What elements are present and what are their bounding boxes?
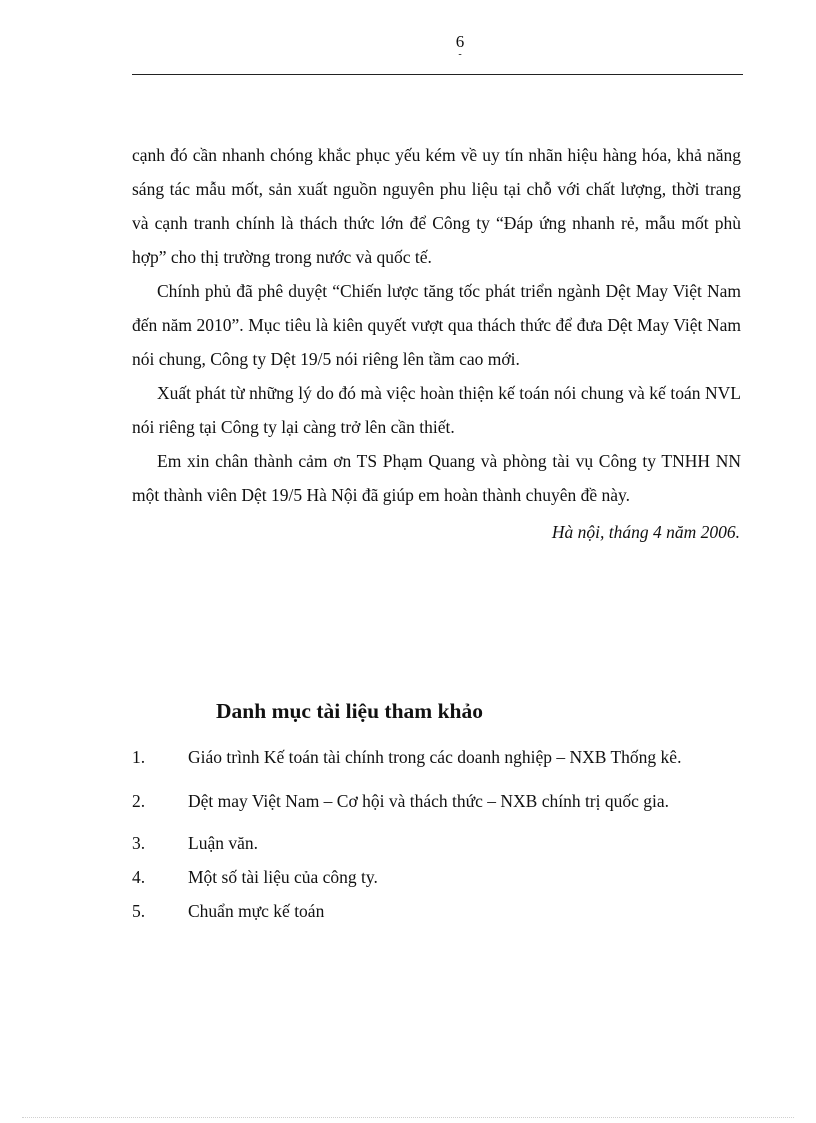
reference-number: 4. bbox=[132, 867, 146, 887]
page-number: 6 bbox=[455, 32, 465, 51]
paragraph-government-strategy: Chính phủ đã phê duyệt “Chiến lược tăng tốc phát triển ngành Dệt May Việt Nam đến năm 2010”. Mục tiêu là kiên quyết vượt qua thách thức để đưa Dệt May Việt Nam nói chung, Công ty Dệt 19/5 nói riêng lên tầm cao mới. bbox=[132, 281, 741, 369]
reference-number: 5. bbox=[132, 901, 146, 921]
reference-number: 2. bbox=[132, 791, 146, 811]
paragraph-acknowledgement: Em xin chân thành cảm ơn TS Phạm Quang và phòng tài vụ Công ty TNHH NN một thành viên Dệt 19/5 Hà Nội đã giúp em hoàn thành chuyên đề này. bbox=[132, 451, 741, 505]
header-rule bbox=[132, 74, 743, 75]
reference-number: 1. bbox=[132, 747, 146, 767]
paragraph-motivation: Xuất phát từ những lý do đó mà việc hoàn thiện kế toán nói chung và kế toán NVL nói riêng tại Công ty lại càng trở lên cần thiết. bbox=[132, 383, 741, 437]
reference-text: Một số tài liệu của công ty. bbox=[188, 867, 378, 887]
reference-text: Dệt may Việt Nam – Cơ hội và thách thức – NXB chính trị quốc gia. bbox=[188, 791, 670, 811]
paragraph-continued: cạnh đó cần nhanh chóng khắc phục yếu kém về uy tín nhãn hiệu hàng hóa, khả năng sáng tác mẫu mốt, sản xuất nguồn nguyên phu liệu tại chỗ với chất lượng, thời trang và cạnh tranh chính là thách thức lớn để Công ty “Đáp ứng nhanh rẻ, mẫu mốt phù hợp” cho thị trường trong nước và quốc tế. bbox=[132, 145, 741, 267]
reference-text: Luận văn. bbox=[188, 833, 258, 853]
body-text bbox=[132, 138, 741, 512]
reference-text: Giáo trình Kế toán tài chính trong các doanh nghiệp – NXB Thống kê. bbox=[188, 747, 682, 767]
page-bottom-border bbox=[22, 1117, 794, 1118]
signoff-date: Hà nội, tháng 4 năm 2006. bbox=[551, 522, 740, 542]
references-heading: Danh mục tài liệu tham khảo bbox=[216, 699, 483, 723]
reference-text: Chuẩn mực kế toán bbox=[188, 901, 325, 921]
page-number-mark: - bbox=[458, 49, 462, 60]
reference-number: 3. bbox=[132, 833, 146, 853]
